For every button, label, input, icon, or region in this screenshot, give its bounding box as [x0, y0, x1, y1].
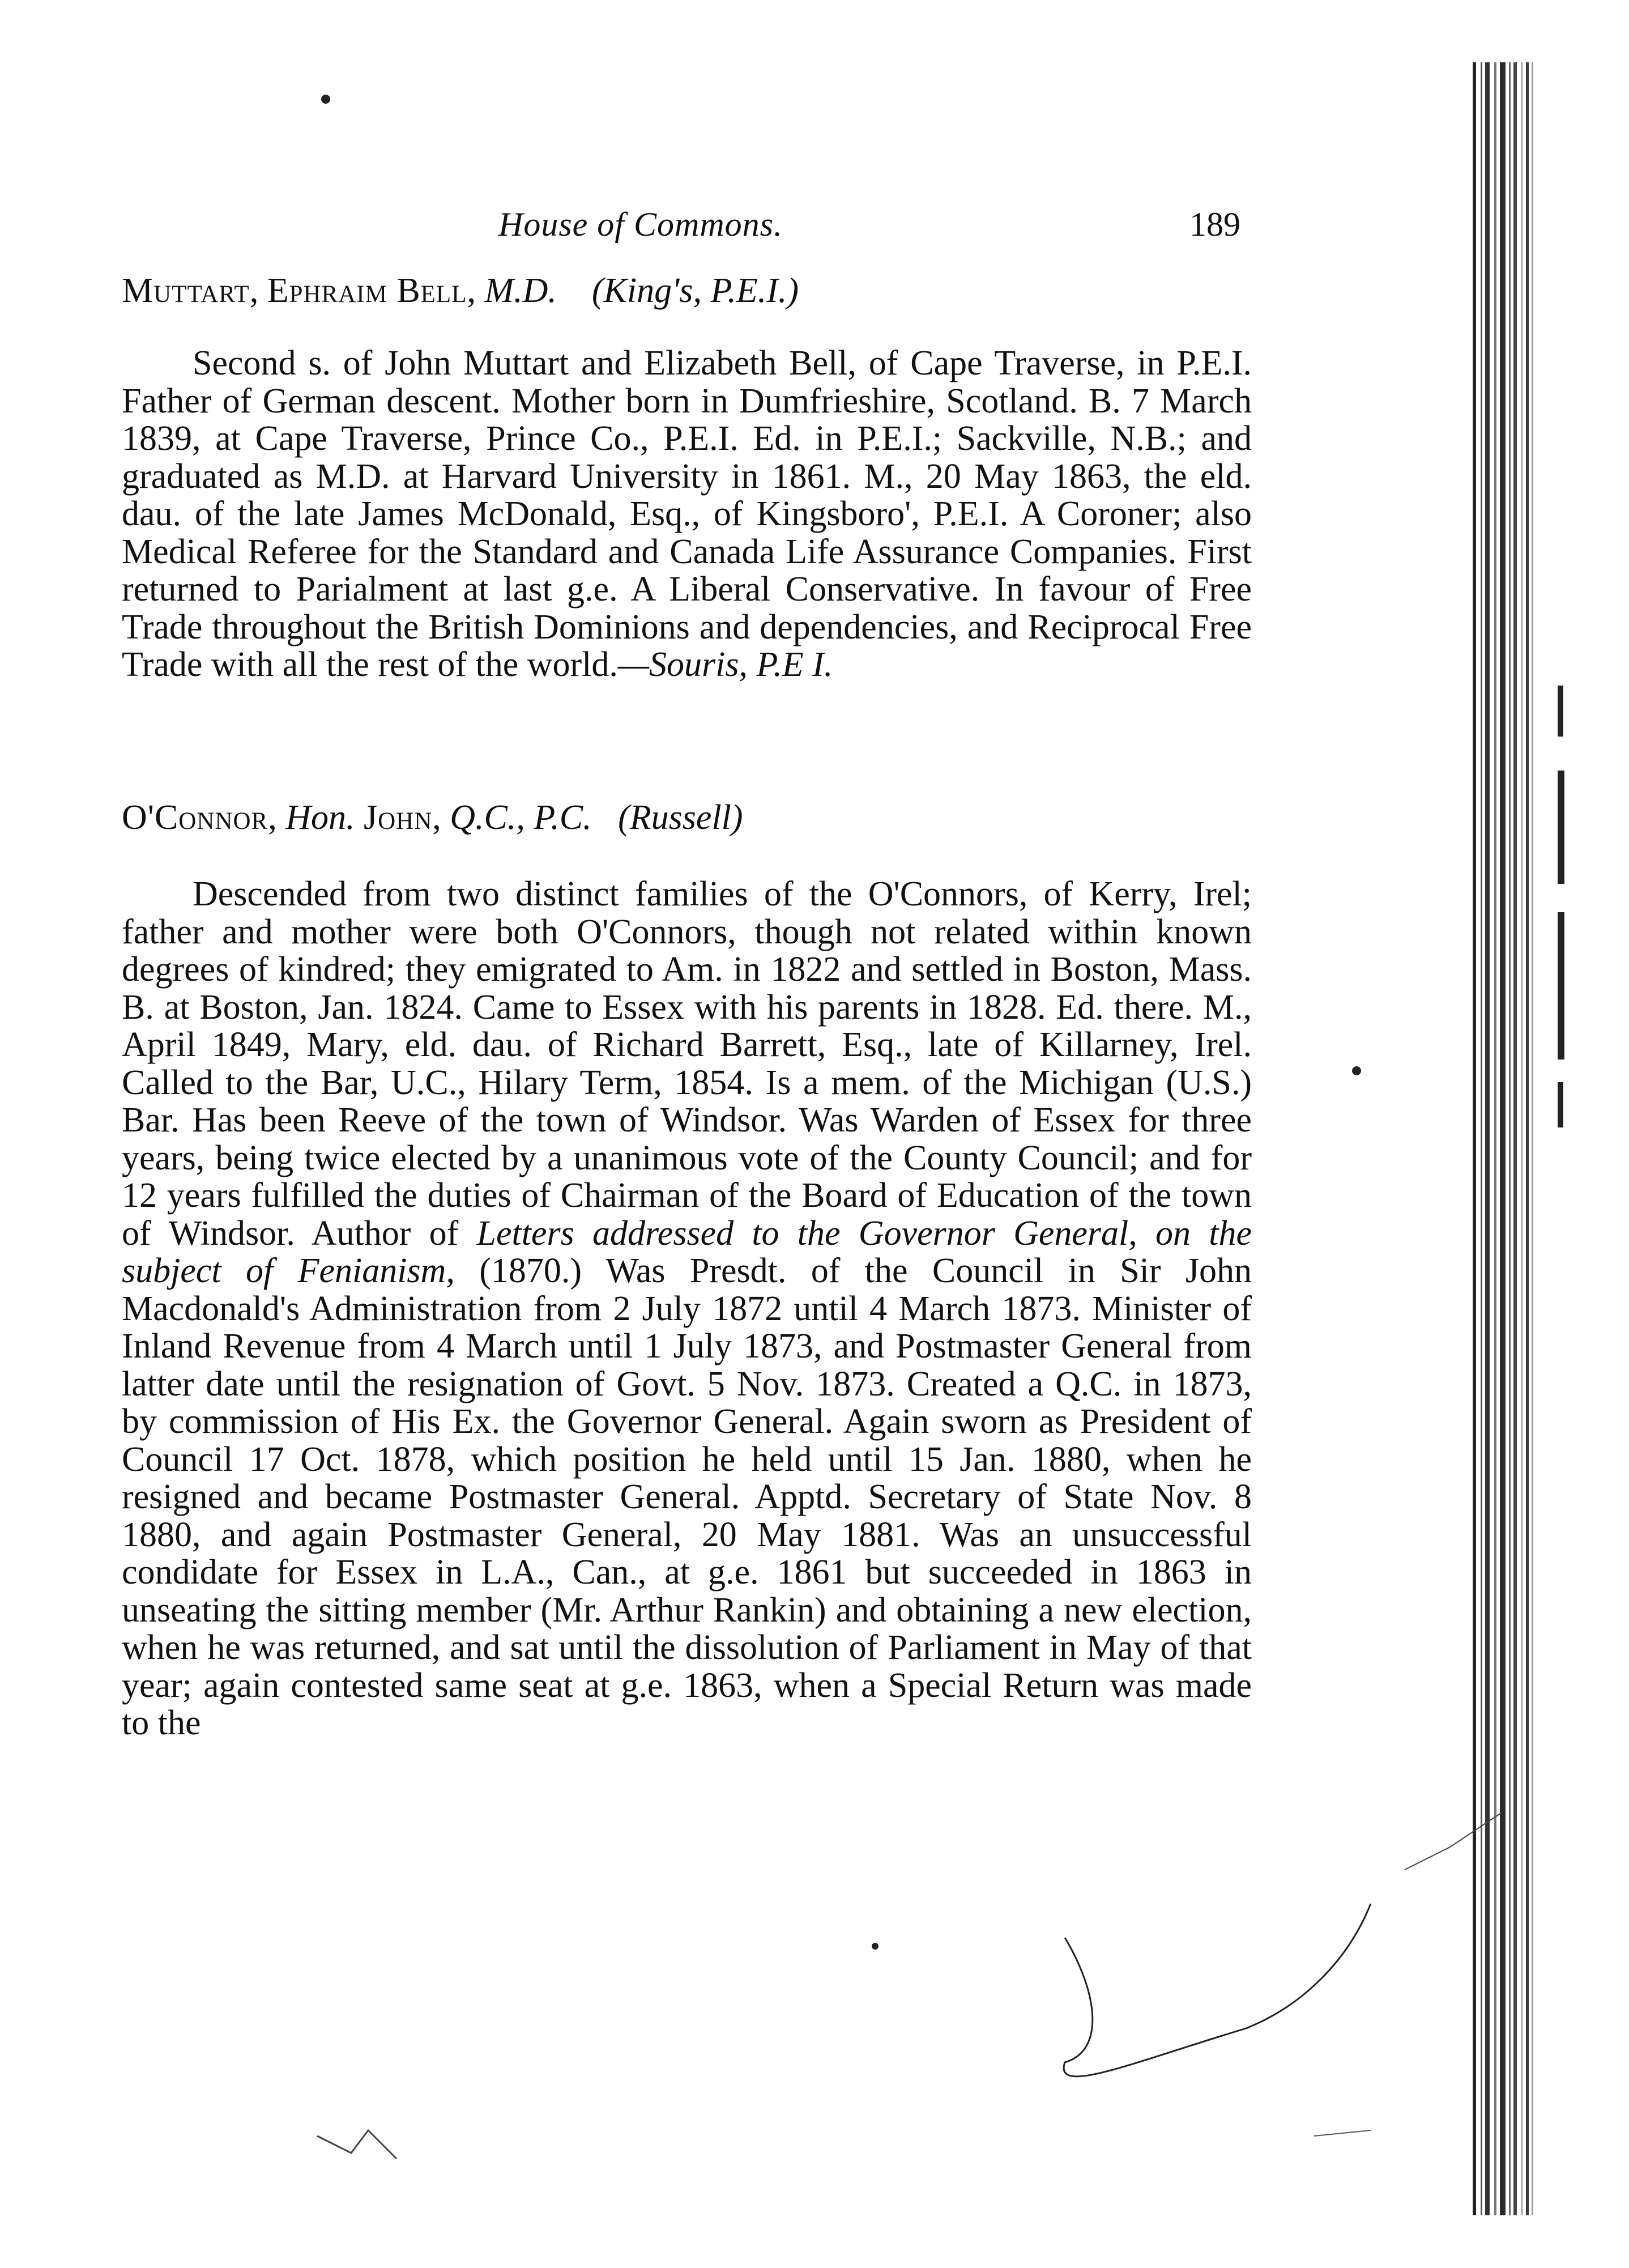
entry-constituency: (Russell)	[618, 798, 743, 837]
entry-heading-muttart: Muttart, Ephraim Bell, M.D. (King's, P.E.I.)	[122, 271, 799, 310]
entry-title: Hon.	[285, 798, 355, 837]
scan-binding-edge	[1473, 62, 1586, 2215]
page-number: 189	[1189, 206, 1240, 243]
entry-surname: O'Connor	[122, 798, 268, 837]
running-head	[498, 205, 1240, 244]
running-title: House of Commons.	[498, 206, 783, 243]
entry-given-name: Ephraim Bell	[267, 271, 467, 310]
entry-body-oconnor	[122, 875, 1252, 1742]
entry-text-part2: (1870.) Was Presdt. of the Council in Sir John Macdonald's Administration from 2 July 1872 until 4 March 1873. Minister of Inland Revenue from 4 March until 1 July 1873, and Postmaster General from latter date until the resignation of Govt. 5 Nov. 1873. Created a Q.C. in 1873, by commission of His Ex. the Governor General. Again sworn as President of Council 17 Oct. 1878, which position he held until 15 Jan. 1880, when he resigned and became Postmaster General. Apptd. Secretary of State Nov. 8 1880, and again Postmaster General, 20 May 1881. Was an unsuccessful condidate for Essex in L.A., Can., at g.e. 1861 but succeeded in 1863 in unseating the sitting member (Mr. Arthur Rankin) and obtaining a new election, when he was returned, and sat until the dissolution of Parliament in May of that year; again contested same seat at g.e. 1863, when a Special Return was made to the	[122, 1252, 1252, 1742]
entry-constituency: (King's, P.E.I.)	[591, 271, 799, 310]
entry-text: Second s. of John Muttart and Elizabeth Bell, of Cape Traverse, in P.E.I. Father of German descent. Mother born in Dumfrieshire, Scotland. B. 7 March 1839, at Cape Traverse, Prince Co., P.E.I. Ed. in P.E.I.; Sackville, N.B.; and graduated as M.D. at Harvard University in 1861. M., 20 May 1863, the eld. dau. of the late James McDonald, Esq., of Kingsboro', P.E.I. A Coroner; also Medical Referee for the Standard and Canada Life Assurance Companies. First returned to Parialment at last g.e. A Liberal Conservative. In favour of Free Trade throughout the British Dominions and dependencies, and Reciprocal Free Trade with all the rest of the world.	[122, 344, 1252, 684]
book-title: Letters addressed to the Governor General, on the subject of Fenianism,	[122, 1214, 1252, 1290]
entry-surname: Muttart	[122, 271, 250, 310]
entry-residence: —Souris, P.E I.	[617, 645, 833, 684]
entry-given-name: John	[363, 798, 433, 837]
entry-body-muttart	[122, 344, 1252, 684]
entry-heading-oconnor: O'Connor, Hon. John, Q.C., P.C. (Russell)	[122, 798, 743, 837]
entry-suffix: Q.C., P.C.	[450, 798, 592, 837]
entry-suffix: M.D.	[484, 271, 557, 310]
entry-text-part1: Descended from two distinct families of the O'Connors, of Kerry, Irel; father and mother were both O'Connors, though not related within known degrees of kindred; they emigrated to Am. in 1822 and settled in Boston, Mass. B. at Boston, Jan. 1824. Came to Essex with his parents in 1828. Ed. there. M., April 1849, Mary, eld. dau. of Richard Barrett, Esq., late of Killarney, Irel. Called to the Bar, U.C., Hilary Term, 1854. Is a mem. of the Michigan (U.S.) Bar. Has been Reeve of the town of Windsor. Was Warden of Essex for three years, being twice elected by a unanimous vote of the County Council; and for 12 years fulfilled the duties of Chairman of the Board of Education of the town of Windsor. Author of	[122, 875, 1252, 1253]
